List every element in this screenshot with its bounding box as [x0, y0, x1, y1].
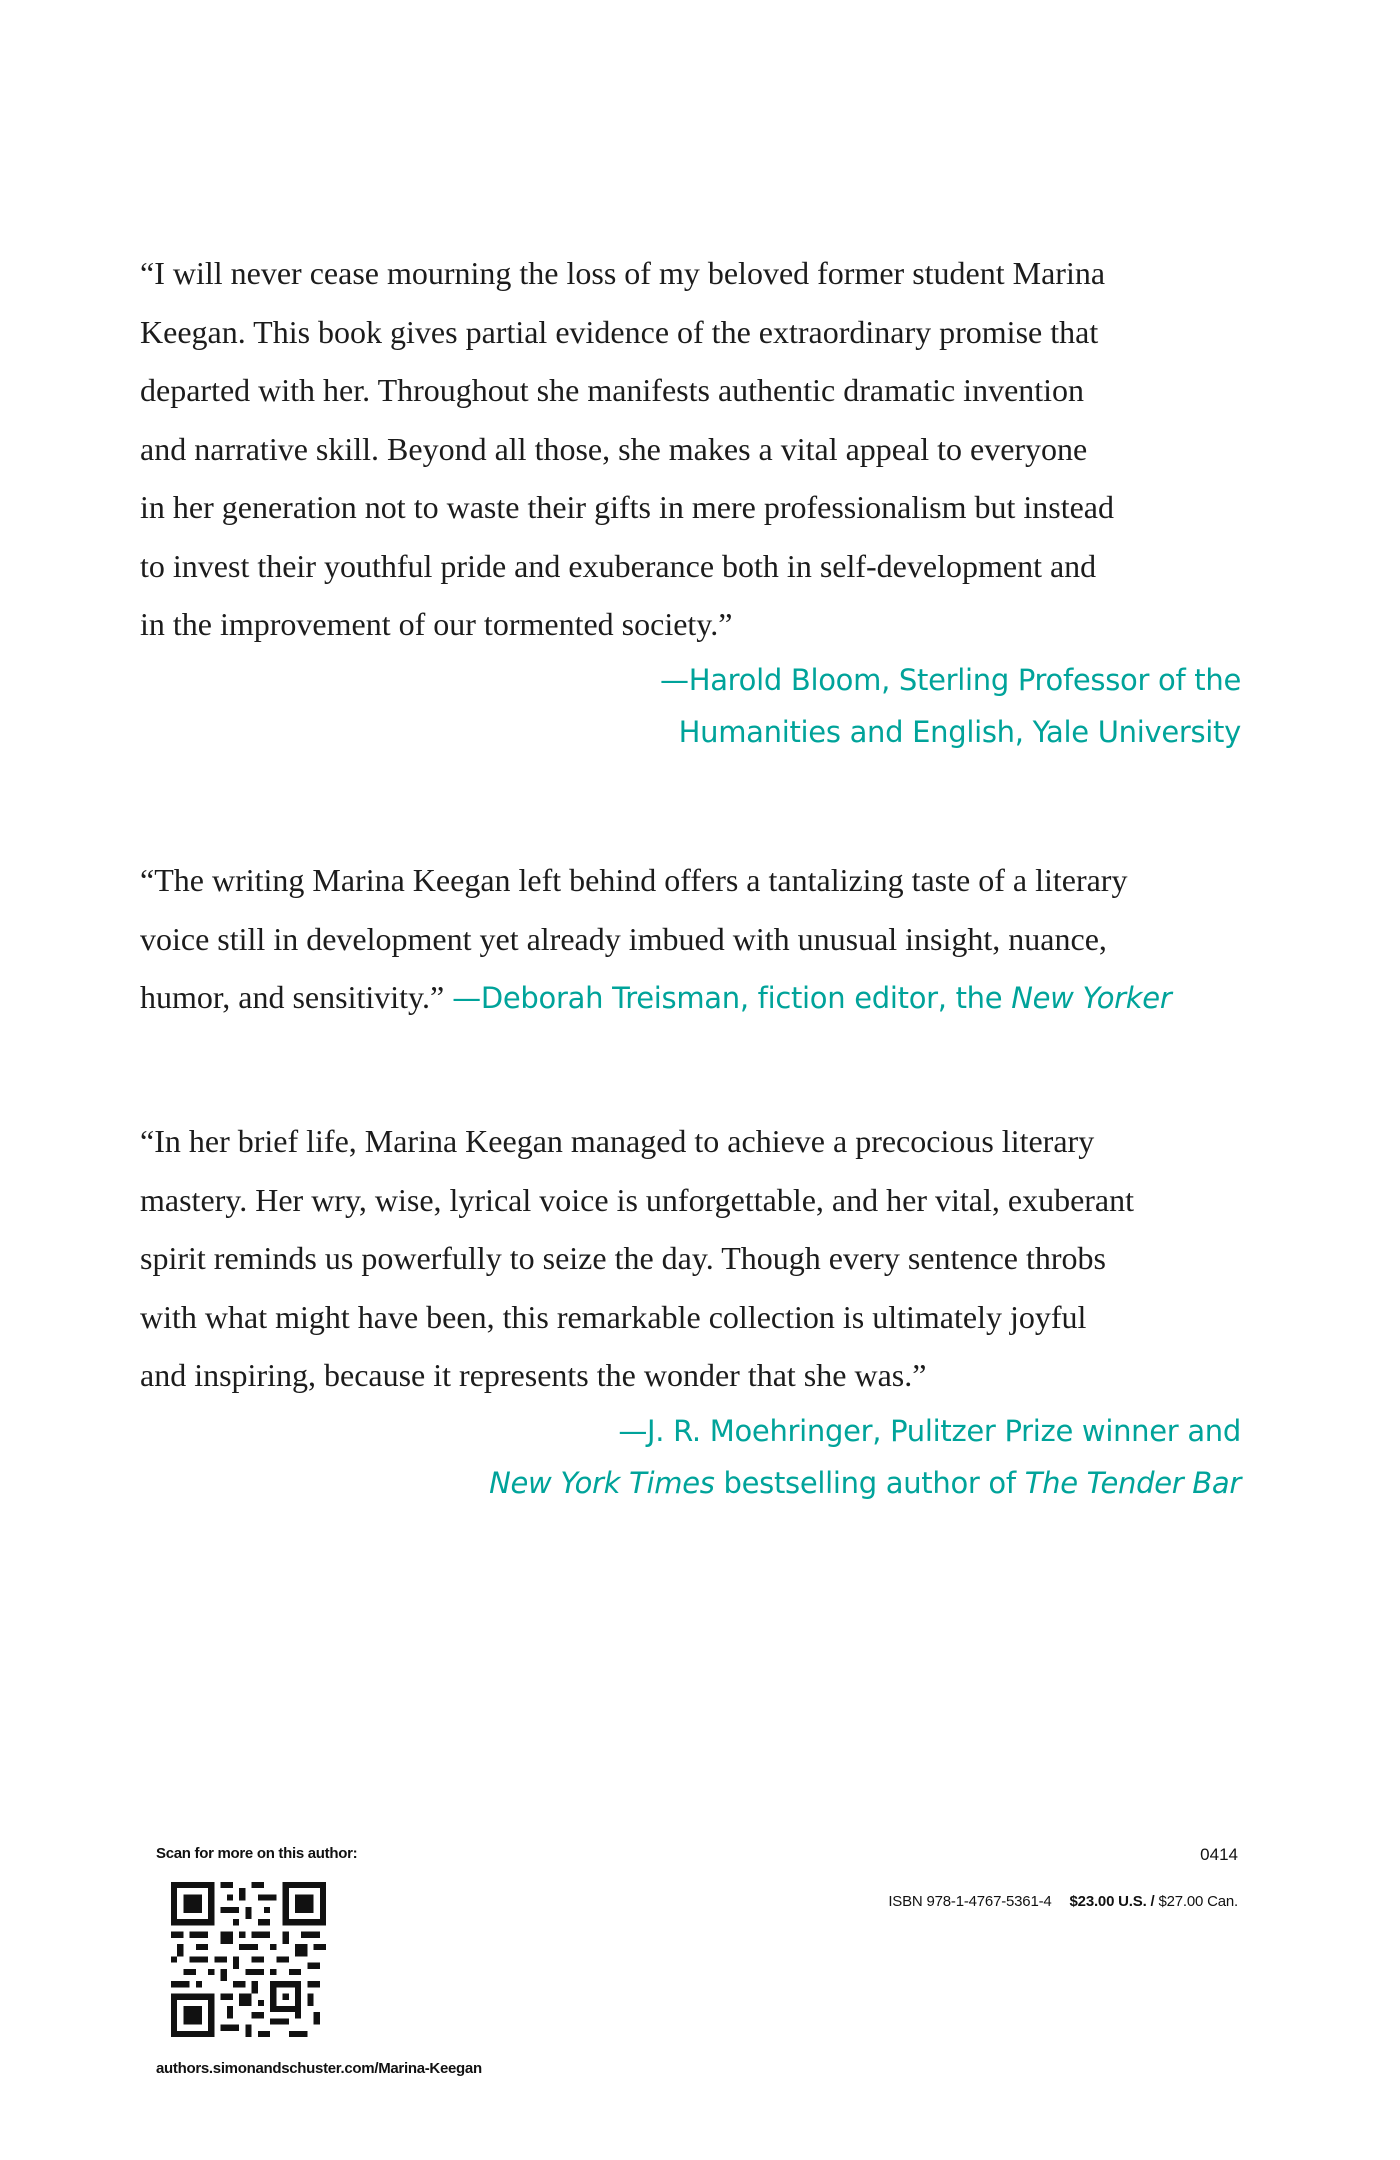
quote-line: “The writing Marina Keegan left behind offers a tantalizing taste of a literary [140, 862, 1128, 898]
qr-code-icon[interactable] [171, 1882, 326, 2037]
blurb-attribution [140, 654, 1241, 758]
price-us: $23.00 U.S. / [1069, 1893, 1155, 1910]
quote-line: and inspiring, because it represents the wonder that she was.” [140, 1357, 927, 1393]
blurb-jr-moehringer [140, 1112, 1241, 1509]
blurb-attribution [140, 1405, 1241, 1509]
quote-line [140, 968, 1241, 1028]
quote-line: departed with her. Throughout she manifests authentic dramatic invention [140, 372, 1085, 408]
blurb-harold-bloom [140, 244, 1241, 758]
attribution-line: Humanities and English, Yale University [678, 714, 1241, 749]
attribution-line [140, 1457, 1241, 1509]
publication-title: New Yorker [1011, 981, 1172, 1015]
blurb-quote [140, 851, 1241, 1028]
book-title: The Tender Bar [1024, 1465, 1241, 1500]
quote-line: “In her brief life, Marina Keegan managed to achieve a precocious literary [140, 1123, 1095, 1159]
quote-line: in the improvement of our tormented society.” [140, 606, 733, 642]
blurb-quote [140, 1112, 1241, 1405]
quote-line: Keegan. This book gives partial evidence of the extraordinary promise that [140, 313, 1099, 350]
attribution-line: —Harold Bloom, Sterling Professor of the [660, 662, 1241, 697]
isbn-price-row [888, 1893, 1238, 1910]
attribution-text: bestselling author of [723, 1465, 1016, 1500]
attribution-line: —J. R. Moehringer, Pulitzer Prize winner and [618, 1413, 1241, 1448]
quote-line: to invest their youthful pride and exuberance both in self-development and [140, 547, 1097, 584]
scan-label: Scan for more on this author: [156, 1845, 358, 1862]
blurb-quote [140, 244, 1241, 654]
product-code: 0414 [1200, 1845, 1238, 1864]
publication-title: New York Times [489, 1465, 715, 1500]
blurb-attribution [452, 981, 1171, 1015]
attribution-text: —Deborah Treisman, fiction editor, the [452, 981, 1003, 1015]
quote-line: in her generation not to waste their gifts in mere professionalism but instead [140, 489, 1114, 525]
quote-line: mastery. Her wry, wise, lyrical voice is unforgettable, and her vital, exuberant [140, 1181, 1135, 1218]
quote-line: with what might have been, this remarkable collection is ultimately joyful [140, 1298, 1087, 1335]
isbn: ISBN 978-1-4767-5361-4 [888, 1893, 1052, 1910]
quote-line: voice still in development yet already imbued with unusual insight, nuance, [140, 920, 1107, 957]
quote-line: spirit reminds us powerfully to seize the day. Though every sentence throbs [140, 1240, 1106, 1276]
quote-line: and narrative skill. Beyond all those, she makes a vital appeal to everyone [140, 430, 1088, 467]
quote-line: “I will never cease mourning the loss of my beloved former student Marina [140, 255, 1106, 291]
author-url[interactable]: authors.simonandschuster.com/Marina-Keegan [156, 2060, 482, 2077]
price-can: $27.00 Can. [1158, 1893, 1238, 1910]
blurb-deborah-treisman [140, 851, 1241, 1028]
quote-line-text: humor, and sensitivity.” [140, 979, 445, 1015]
